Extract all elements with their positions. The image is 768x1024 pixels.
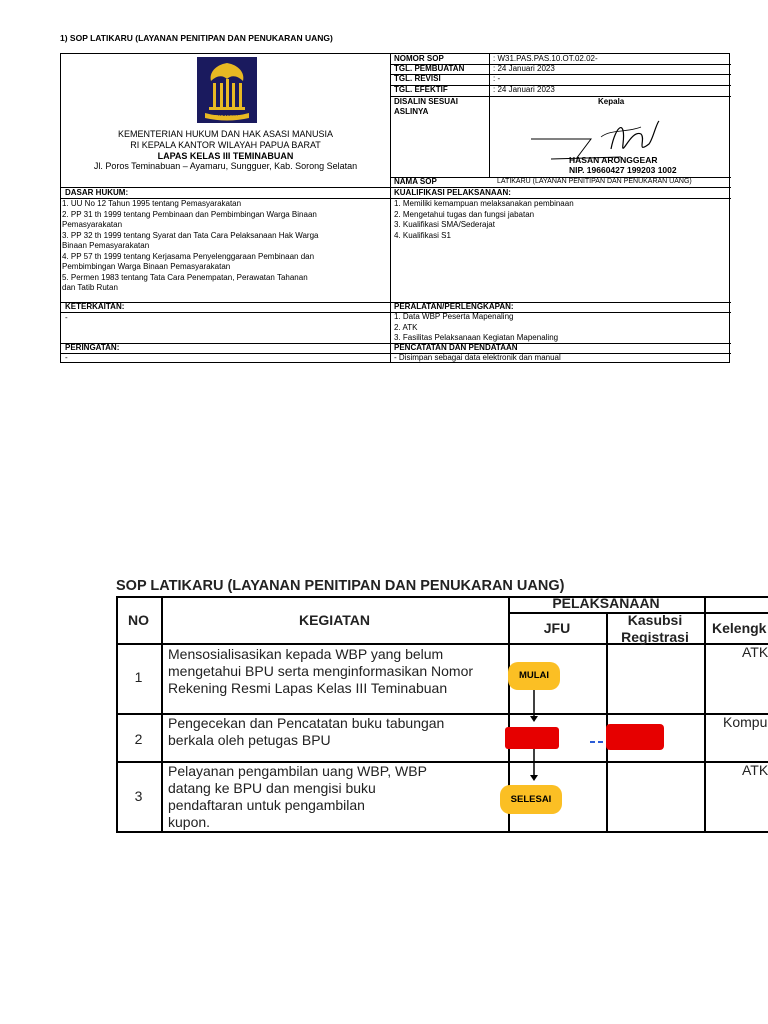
peralatan-item: 2. ATK [394, 322, 418, 332]
signer-nip: NIP. 19660427 199203 1002 [569, 165, 677, 175]
row-kelengkapan: Kompu [723, 714, 768, 730]
end-label: SELESAI [510, 794, 552, 805]
tgl-efektif-value: : 24 Januari 2023 [493, 85, 555, 94]
peringatan-value: - [65, 353, 68, 362]
ministry-line-1: KEMENTERIAN HUKUM DAN HAK ASASI MANUSIA [117, 129, 334, 139]
start-label: MULAI [518, 670, 550, 681]
dasar-hukum-item: dan Tatib Rutan [62, 283, 118, 292]
tgl-efektif-label: TGL. EFEKTIF [394, 85, 448, 94]
kualifikasi-item: 2. Mengetahui tugas dan fungsi jabatan [394, 209, 535, 219]
kualifikasi-label: KUALIFIKASI PELAKSANAAN: [394, 188, 511, 197]
dasar-hukum-item: 1. UU No 12 Tahun 1995 tentang Pemasyarakatan [62, 199, 242, 208]
disalin-label-1: DISALIN SESUAI [394, 97, 459, 106]
row-kegiatan [168, 763, 427, 831]
arrow-down-icon [526, 690, 546, 730]
row-no: 3 [134, 788, 143, 804]
row-kegiatan-line: pendaftaran untuk pengambilan [168, 797, 365, 814]
pencatatan-value: - Disimpan sebagai data elektronik dan manual [394, 353, 561, 362]
kepala-label: Kepala [598, 97, 625, 106]
dasar-hukum-item: 3. PP 32 th 1999 tentang Syarat dan Tata Cara Pelaksanaan Hak Warga [62, 230, 319, 240]
row-kegiatan-line: kupon. [168, 814, 211, 831]
peralatan-item: 3. Fasilitas Pelaksanaan Kegiatan Mapenaling [394, 333, 559, 342]
dasar-hukum-item: 2. PP 31 th 1999 tentang Pembinaan dan Pembimbingan Warga Binaan [62, 209, 317, 219]
row-kegiatan [168, 646, 473, 697]
nama-sop-value: LATIKARU (LAYANAN PENITIPAN DAN PENUKARAN UANG) [497, 178, 692, 185]
keterkaitan-value: - [65, 313, 68, 322]
col-kasubsi-header [606, 612, 704, 646]
ministry-line-2: RI KEPALA KANTOR WILAYAH PAPUA BARAT [130, 139, 321, 150]
row-kelengkapan: ATK [742, 762, 768, 778]
dasar-hukum-item: Binaan Pemasyarakatan [62, 241, 150, 250]
nomor-sop-value: : W31.PAS.PAS.10.OT.02.02- [493, 54, 598, 63]
col-pelaksanaan-header: PELAKSANAAN [552, 595, 660, 611]
dasar-hukum-item: 5. Permen 1983 tentang Tata Cara Penempatan, Perawatan Tahanan [62, 272, 308, 282]
process-box-jfu [505, 727, 559, 749]
flow-title: SOP LATIKARU (LAYANAN PENITIPAN DAN PENUKARAN UANG) [116, 578, 565, 594]
row-kegiatan-line: datang ke BPU dan mengisi buku [168, 780, 376, 797]
col-jfu-header: JFU [543, 620, 571, 636]
row-no: 1 [134, 669, 143, 685]
start-terminator [508, 662, 560, 690]
row-kegiatan-line: Mensosialisasikan kepada WBP yang belum [168, 646, 444, 662]
flow-table [116, 596, 768, 833]
signer-name: HASAN ARONGGEAR [569, 155, 658, 165]
tgl-pembuatan-value: : 24 Januari 2023 [493, 64, 555, 73]
process-box-kasubsi [606, 724, 664, 750]
row-kegiatan-line: mengetahui BPU serta menginformasikan Nomor [168, 663, 474, 680]
tgl-revisi-label: TGL. REVISI [394, 74, 441, 83]
nomor-sop-label: NOMOR SOP [394, 54, 444, 63]
row-kegiatan [168, 715, 444, 749]
sop-header-table [60, 53, 730, 363]
document-heading: 1) SOP LATIKARU (LAYANAN PENITIPAN DAN PENUKARAN UANG) [60, 33, 333, 43]
tgl-pembuatan-label: TGL. PEMBUATAN [394, 64, 465, 73]
peralatan-label: PERALATAN/PERLENGKAPAN: [394, 302, 514, 311]
row-kegiatan-line: Rekening Resmi Lapas Kelas III Teminabuan [168, 680, 448, 697]
kualifikasi-item: 3. Kualifikasi SMA/Sederajat [394, 220, 495, 229]
ministry-block [61, 129, 390, 172]
row-kegiatan-line: berkala oleh petugas BPU [168, 732, 331, 749]
row-no: 2 [134, 731, 143, 747]
disalin-label-2: ASLINYA [394, 107, 429, 116]
row-kelengkapan: ATK [742, 644, 768, 660]
kualifikasi-list [394, 199, 574, 241]
ministry-line-3: LAPAS KELAS III TEMINABUAN [157, 150, 294, 161]
kualifikasi-item: 4. Kualifikasi S1 [394, 230, 451, 240]
col-kegiatan-header: KEGIATAN [298, 612, 371, 628]
peringatan-label: PERINGATAN: [65, 343, 120, 352]
peralatan-list [394, 312, 558, 344]
dasar-hukum-label: DASAR HUKUM: [65, 188, 129, 197]
kualifikasi-item: 1. Memiliki kemampuan melaksanakan pembinaan [394, 199, 574, 208]
col-kasubsi-line-1: Kasubsi [627, 612, 683, 628]
logo-caption: PENGAYOMAN [211, 114, 244, 119]
col-kelengkapan-header: Kelengk [712, 620, 767, 636]
dasar-hukum-item: Pemasyarakatan [62, 220, 123, 229]
nama-sop-label: NAMA SOP [394, 177, 437, 186]
dasar-hukum-item: Pembimbingan Warga Binaan Pemasyarakatan [62, 262, 231, 271]
pencatatan-label: PENCATATAN DAN PENDATAAN [394, 343, 518, 352]
row-kegiatan-line: Pelayanan pengambilan uang WBP, WBP [168, 763, 427, 779]
col-kasubsi-line-2: Registrasi [621, 629, 689, 646]
row-kegiatan-line: Pengecekan dan Pencatatan buku tabungan [168, 715, 445, 731]
end-terminator [500, 785, 562, 814]
tgl-revisi-value: : - [493, 74, 501, 83]
keterkaitan-label: KETERKAITAN: [65, 302, 125, 311]
arrow-down-icon [526, 749, 546, 787]
col-no-header: NO [128, 612, 149, 628]
peralatan-item: 1. Data WBP Peserta Mapenaling [394, 312, 514, 321]
dasar-hukum-item: 4. PP 57 th 1999 tentang Kerjasama Penyelenggaraan Pembinaan dan [62, 251, 315, 261]
dasar-hukum-list [62, 199, 318, 294]
ministry-line-4: Jl. Poros Teminabuan – Ayamaru, Sungguer, Kab. Sorong Selatan [93, 161, 358, 172]
